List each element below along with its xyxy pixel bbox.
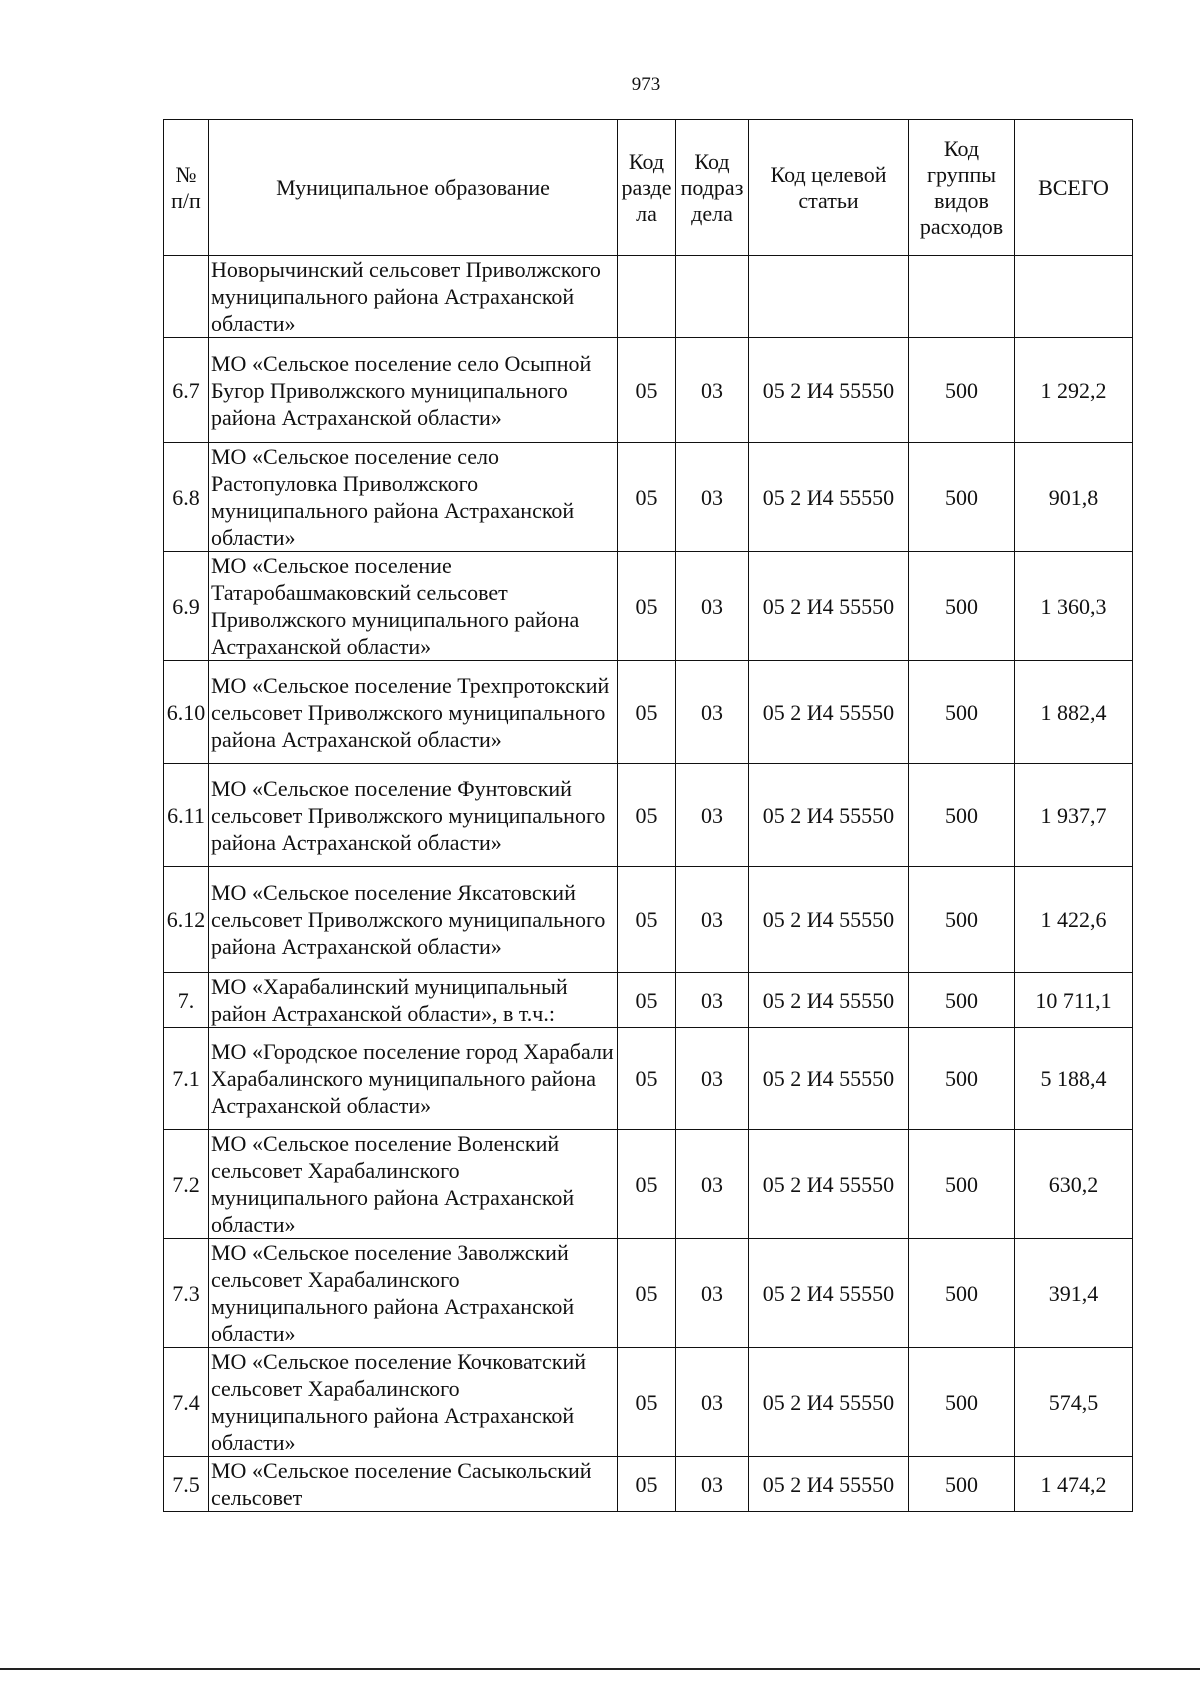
municipality-cell: МО «Сельское поселение Трехпротокский сельсовет Приволжского муниципального района Астраханской области» bbox=[209, 661, 618, 764]
municipality-cell: МО «Сельское поселение Сасыкольский сельсовет bbox=[209, 1457, 618, 1512]
municipality-cell: Новорычинский сельсовет Приволжского муниципального района Астраханской области» bbox=[209, 256, 618, 338]
table-header-row bbox=[164, 120, 1133, 256]
table-row bbox=[164, 338, 1133, 443]
row-number-cell: 6.12 bbox=[164, 867, 209, 973]
row-number-cell: 7.4 bbox=[164, 1348, 209, 1457]
table-body bbox=[164, 256, 1133, 1512]
target-code-cell: 05 2 И4 55550 bbox=[749, 867, 909, 973]
row-number-cell: 7.2 bbox=[164, 1130, 209, 1239]
table-row bbox=[164, 1028, 1133, 1130]
total-cell: 10 711,1 bbox=[1015, 973, 1133, 1028]
section-code-cell: 05 bbox=[618, 1348, 676, 1457]
expense-group-cell: 500 bbox=[909, 1457, 1015, 1512]
expense-group-cell: 500 bbox=[909, 552, 1015, 661]
row-number-cell: 7.5 bbox=[164, 1457, 209, 1512]
target-code-cell: 05 2 И4 55550 bbox=[749, 764, 909, 867]
expense-group-cell: 500 bbox=[909, 1239, 1015, 1348]
subsection-code-cell: 03 bbox=[676, 1457, 749, 1512]
section-code-cell: 05 bbox=[618, 1028, 676, 1130]
total-cell: 5 188,4 bbox=[1015, 1028, 1133, 1130]
municipality-cell: МО «Городское поселение город Харабали Харабалинского муниципального района Астраханской области» bbox=[209, 1028, 618, 1130]
table-row bbox=[164, 764, 1133, 867]
total-cell: 630,2 bbox=[1015, 1130, 1133, 1239]
section-code-cell: 05 bbox=[618, 1130, 676, 1239]
section-code-cell: 05 bbox=[618, 867, 676, 973]
total-cell bbox=[1015, 256, 1133, 338]
municipality-cell: МО «Сельское поселение Яксатовский сельсовет Приволжского муниципального района Астраханской области» bbox=[209, 867, 618, 973]
section-code-cell: 05 bbox=[618, 661, 676, 764]
page-number: 973 bbox=[631, 74, 661, 95]
total-cell: 391,4 bbox=[1015, 1239, 1133, 1348]
target-code-cell: 05 2 И4 55550 bbox=[749, 1130, 909, 1239]
table-row bbox=[164, 661, 1133, 764]
section-code-cell: 05 bbox=[618, 338, 676, 443]
expense-group-cell: 500 bbox=[909, 661, 1015, 764]
subsection-code-cell bbox=[676, 256, 749, 338]
row-number-cell: 6.10 bbox=[164, 661, 209, 764]
target-code-cell: 05 2 И4 55550 bbox=[749, 973, 909, 1028]
table-row bbox=[164, 443, 1133, 552]
total-cell: 1 360,3 bbox=[1015, 552, 1133, 661]
expense-group-cell: 500 bbox=[909, 1028, 1015, 1130]
municipality-cell: МО «Сельское поселение Фунтовский сельсовет Приволжского муниципального района Астраханской области» bbox=[209, 764, 618, 867]
table-row bbox=[164, 1348, 1133, 1457]
row-number-cell: 6.11 bbox=[164, 764, 209, 867]
municipality-cell: МО «Сельское поселение Кочковатский сельсовет Харабалинского муниципального района Астраханской области» bbox=[209, 1348, 618, 1457]
table-row bbox=[164, 867, 1133, 973]
target-code-cell: 05 2 И4 55550 bbox=[749, 1239, 909, 1348]
subsection-code-cell: 03 bbox=[676, 973, 749, 1028]
target-code-cell: 05 2 И4 55550 bbox=[749, 1028, 909, 1130]
row-number-cell bbox=[164, 256, 209, 338]
row-number-cell: 7.1 bbox=[164, 1028, 209, 1130]
section-code-cell: 05 bbox=[618, 1457, 676, 1512]
municipality-cell: МО «Сельское поселение село Осыпной Бугор Приволжского муниципального района Астраханской области» bbox=[209, 338, 618, 443]
target-code-cell: 05 2 И4 55550 bbox=[749, 552, 909, 661]
target-code-cell bbox=[749, 256, 909, 338]
header-section-code: Код разде ла bbox=[618, 120, 676, 256]
subsection-code-cell: 03 bbox=[676, 1028, 749, 1130]
bottom-rule bbox=[0, 1668, 1200, 1670]
table-row bbox=[164, 1130, 1133, 1239]
table-row bbox=[164, 1239, 1133, 1348]
total-cell: 1 422,6 bbox=[1015, 867, 1133, 973]
expense-group-cell: 500 bbox=[909, 764, 1015, 867]
target-code-cell: 05 2 И4 55550 bbox=[749, 661, 909, 764]
municipality-cell: МО «Сельское поселение Воленский сельсовет Харабалинского муниципального района Астраханской области» bbox=[209, 1130, 618, 1239]
section-code-cell: 05 bbox=[618, 1239, 676, 1348]
expense-group-cell bbox=[909, 256, 1015, 338]
table-row bbox=[164, 973, 1133, 1028]
row-number-cell: 6.7 bbox=[164, 338, 209, 443]
expense-group-cell: 500 bbox=[909, 1348, 1015, 1457]
header-target-code: Код целевой статьи bbox=[749, 120, 909, 256]
municipality-cell: МО «Сельское поселение Татаробашмаковский сельсовет Приволжского муниципального района Астраханской области» bbox=[209, 552, 618, 661]
total-cell: 574,5 bbox=[1015, 1348, 1133, 1457]
row-number-cell: 7.3 bbox=[164, 1239, 209, 1348]
expense-group-cell: 500 bbox=[909, 443, 1015, 552]
subsection-code-cell: 03 bbox=[676, 661, 749, 764]
total-cell: 901,8 bbox=[1015, 443, 1133, 552]
subsection-code-cell: 03 bbox=[676, 1239, 749, 1348]
total-cell: 1 937,7 bbox=[1015, 764, 1133, 867]
subsection-code-cell: 03 bbox=[676, 1130, 749, 1239]
header-num: № п/п bbox=[164, 120, 209, 256]
row-number-cell: 7. bbox=[164, 973, 209, 1028]
header-subsection-code: Код подраз дела bbox=[676, 120, 749, 256]
total-cell: 1 474,2 bbox=[1015, 1457, 1133, 1512]
section-code-cell: 05 bbox=[618, 764, 676, 867]
municipality-cell: МО «Сельское поселение Заволжский сельсовет Харабалинского муниципального района Астраханской области» bbox=[209, 1239, 618, 1348]
target-code-cell: 05 2 И4 55550 bbox=[749, 443, 909, 552]
section-code-cell: 05 bbox=[618, 443, 676, 552]
total-cell: 1 292,2 bbox=[1015, 338, 1133, 443]
expense-group-cell: 500 bbox=[909, 973, 1015, 1028]
target-code-cell: 05 2 И4 55550 bbox=[749, 1348, 909, 1457]
section-code-cell bbox=[618, 256, 676, 338]
municipality-cell: МО «Сельское поселение село Растопуловка Приволжского муниципального района Астраханской области» bbox=[209, 443, 618, 552]
row-number-cell: 6.8 bbox=[164, 443, 209, 552]
subsection-code-cell: 03 bbox=[676, 552, 749, 661]
table-row bbox=[164, 256, 1133, 338]
expense-group-cell: 500 bbox=[909, 338, 1015, 443]
subsection-code-cell: 03 bbox=[676, 764, 749, 867]
subsection-code-cell: 03 bbox=[676, 443, 749, 552]
table-row bbox=[164, 552, 1133, 661]
expense-group-cell: 500 bbox=[909, 867, 1015, 973]
expense-group-cell: 500 bbox=[909, 1130, 1015, 1239]
target-code-cell: 05 2 И4 55550 bbox=[749, 338, 909, 443]
row-number-cell: 6.9 bbox=[164, 552, 209, 661]
header-total: ВСЕГО bbox=[1015, 120, 1133, 256]
section-code-cell: 05 bbox=[618, 973, 676, 1028]
target-code-cell: 05 2 И4 55550 bbox=[749, 1457, 909, 1512]
subsection-code-cell: 03 bbox=[676, 1348, 749, 1457]
municipality-cell: МО «Харабалинский муниципальный район Астраханской области», в т.ч.: bbox=[209, 973, 618, 1028]
section-code-cell: 05 bbox=[618, 552, 676, 661]
subsection-code-cell: 03 bbox=[676, 338, 749, 443]
header-municipality: Муниципальное образование bbox=[209, 120, 618, 256]
budget-table bbox=[163, 119, 1133, 1512]
total-cell: 1 882,4 bbox=[1015, 661, 1133, 764]
header-expense-group-code: Код группы видов расходов bbox=[909, 120, 1015, 256]
table-row bbox=[164, 1457, 1133, 1512]
subsection-code-cell: 03 bbox=[676, 867, 749, 973]
